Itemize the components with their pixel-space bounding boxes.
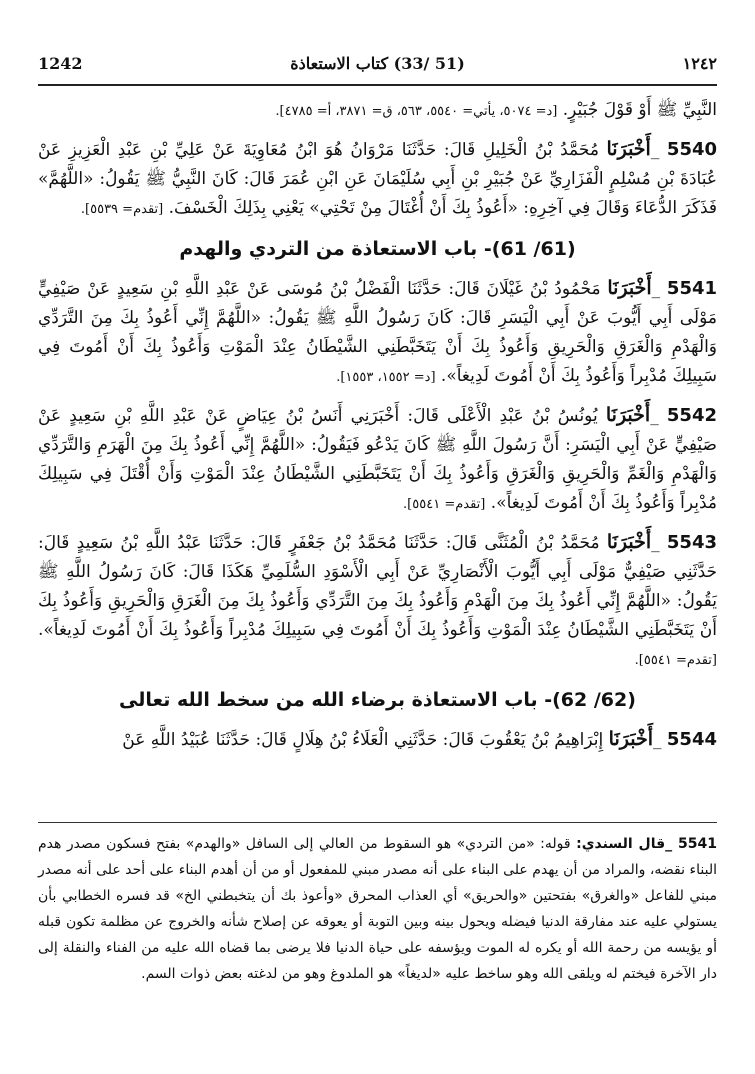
hadith-paragraph: 5542 _أَخْبَرَنَا يُونُسُ بْنُ عَبْدِ الْأَعْلَى قَالَ: أَخْبَرَنِي أَنَسُ بْنُ عِيَاضٍ عَنْ عَبْدِ اللَّهِ بْنِ سَعِيدٍ عَنْ صَيْفِيٍّ عَنْ أَبِي الْيَسَرِ: أَنَّ رَسُولَ اللَّهِ ﷺ كَانَ يَدْعُو فَيَقُولُ: «اللَّهُمَّ إِنِّي أَعُوذُ بِكَ مِنَ الْهَرَمِ وَالتَّرَدِّي وَالْهَدْمِ وَالْغَمِّ وَالْحَرِيقِ وَالْغَرَقِ وَأَعُوذُ بِكَ أَنْ يَتَخَبَّطَنِي الشَّيْطَانُ عِنْدَ الْمَوْتِ وَأَنْ أُقْتَلَ فِي سَبِيلِكَ مُدْبِراً وَأَعُوذُ بِكَ أَنْ أَمُوتَ لَدِيغاً». [تقدم= ٥٥٤١]. — [38, 404, 717, 513]
hadith-text: يُونُسُ بْنُ عَبْدِ الْأَعْلَى قَالَ: أَخْبَرَنِي أَنَسُ بْنُ عِيَاضٍ عَنْ عَبْدِ اللَّهِ بْنِ سَعِيدٍ عَنْ صَيْفِيٍّ عَنْ أَبِي الْيَسَرِ: أَنَّ رَسُولَ اللَّهِ ﷺ كَانَ يَدْعُو فَيَقُولُ: «اللَّهُمَّ إِنِّي أَعُوذُ بِكَ مِنَ الْهَرَمِ وَالتَّرَدِّي وَالْهَدْمِ وَالْغَمِّ وَالْحَرِيقِ وَالْغَرَقِ وَأَعُوذُ بِكَ أَنْ يَتَخَبَّطَنِي الشَّيْطَانُ عِنْدَ الْمَوْتِ وَأَنْ أُقْتَلَ فِي سَبِيلِكَ مُدْبِراً وَأَعُوذُ بِكَ أَنْ أَمُوتَ لَدِيغاً». — [38, 406, 717, 513]
main-text — [38, 96, 717, 755]
hadith-number: 5542 — [666, 405, 717, 426]
narration-keyword: أَخْبَرَنَا — [608, 728, 653, 750]
hadith-number: 5540 — [666, 139, 718, 160]
chapter-heading: (61/ 61)- باب الاستعاذة من التردي والهدم — [179, 238, 576, 260]
hadith-paragraph: 5540 _أَخْبَرَنَا مُحَمَّدُ بْنُ الْخَلِيلِ قَالَ: حَدَّثَنَا مَرْوَانُ هُوَ ابْنُ مُعَاوِيَةَ عَنْ عَلِيِّ بْنِ عَبْدِ الْعَزِيزِ عَنْ عُبَادَةَ بْنِ مُسْلِمٍ الْفَزَارِيِّ عَنْ جُبَيْرِ بْنِ أَبِي سُلَيْمَانَ عَنِ ابْنِ عُمَرَ قَالَ: كَانَ النَّبِيُّ ﷺ يَقُولُ: «اللَّهُمَّ» فَذَكَرَ الدُّعَاءَ وَقَالَ فِي آخِرِهِ: «أَعُوذُ بِكَ أَنْ أُغْتَالَ مِنْ تَحْتِي» يَعْنِي بِذَلِكَ الْخَسْفَ. [تقدم= ٥٥٣٩]. — [38, 138, 718, 218]
chapter-heading: (62/ 62)- باب الاستعاذة برضاء الله من سخط الله تعالى — [119, 689, 636, 711]
footnote-label: 5541 _قال السندي: — [576, 836, 718, 852]
hadith-text: مُحَمَّدُ بْنُ الْمُثَنَّى قَالَ: حَدَّثَنَا مُحَمَّدُ بْنُ جَعْفَرٍ قَالَ: حَدَّثَنَا عَبْدُ اللَّهِ بْنُ سَعِيدٍ قَالَ: حَدَّثَنِي صَيْفِيٌّ مَوْلَى أَبِي أَيُّوبَ الْأَنْصَارِيِّ عَنْ أَبِي الْأَسْوَدِ السُّلَمِيِّ هَكَذَا قَالَ: كَانَ رَسُولُ اللَّهِ ﷺ يَقُولُ: «اللَّهُمَّ إِنِّي أَعُوذُ بِكَ مِنَ الْهَدْمِ وَأَعُوذُ بِكَ مِنَ التَّرَدِّي وَأَعُوذُ بِكَ مِنَ الْغَرَقِ وَالْحَرِيقِ وَأَعُوذُ بِكَ أَنْ يَتَخَبَّطَنِي الشَّيْطَانُ عِنْدَ الْمَوْتِ وَأَعُوذُ بِكَ أَنْ أَمُوتَ فِي سَبِيلِكَ مُدْبِراً وَأَعُوذُ بِكَ أَنْ أَمُوتَ لَدِيغاً». — [38, 533, 717, 640]
cross-reference: [د= ١٥٥٢، ١٥٥٣]. — [336, 370, 436, 385]
hadith-number: 5543 — [666, 532, 718, 553]
narration-keyword: أَخْبَرَنَا — [605, 404, 651, 426]
hadith-text: مَحْمُودُ بْنُ غَيْلَانَ قَالَ: حَدَّثَنَا الْفَضْلُ بْنُ مُوسَى عَنْ عَبْدِ اللَّهِ بْنِ سَعِيدٍ عَنْ صَيْفِيٍّ مَوْلَى أَبِي أَيُّوبَ عَنْ أَبِي الْيَسَرِ قَالَ: كَانَ رَسُولُ اللَّهِ ﷺ يَقُولُ: «اللَّهُمَّ إِنِّي أَعُوذُ بِكَ مِنَ التَّرَدِّي وَالْهَدْمِ وَالْغَرَقِ وَالْحَرِيقِ وَأَعُوذُ بِكَ أَنْ يَتَخَبَّطَنِي الشَّيْطَانُ عِنْدَ الْمَوْتِ وَأَعُوذُ بِكَ أَنْ أَمُوتَ فِي سَبِيلِكَ مُدْبِراً وَأَعُوذُ بِكَ أَنْ أَمُوتَ لَدِيغاً». — [38, 279, 717, 386]
cross-reference: [تقدم= ٥٥٤١]. — [403, 497, 486, 512]
cross-reference: [د= ٥٠٧٤، يأتي= ٥٥٤٠، ٥٦٣، ق= ٣٨٧١، أ= ٤٧٨٥]. — [275, 104, 558, 119]
narration-keyword: أَخْبَرَنَا — [606, 138, 651, 160]
cross-reference: [تقدم= ٥٥٤١]. — [634, 653, 717, 668]
text-paragraph — [38, 96, 717, 126]
narration-keyword: أَخْبَرَنَا — [607, 277, 652, 299]
hadith-paragraph: 5541 _أَخْبَرَنَا مَحْمُودُ بْنُ غَيْلَانَ قَالَ: حَدَّثَنَا الْفَضْلُ بْنُ مُوسَى عَنْ عَبْدِ اللَّهِ بْنِ سَعِيدٍ عَنْ صَيْفِيٍّ مَوْلَى أَبِي أَيُّوبَ عَنْ أَبِي الْيَسَرِ قَالَ: كَانَ رَسُولُ اللَّهِ ﷺ يَقُولُ: «اللَّهُمَّ إِنِّي أَعُوذُ بِكَ مِنَ التَّرَدِّي وَالْهَدْمِ وَالْغَرَقِ وَالْحَرِيقِ وَأَعُوذُ بِكَ أَنْ يَتَخَبَّطَنِي الشَّيْطَانُ عِنْدَ الْمَوْتِ وَأَعُوذُ بِكَ أَنْ أَمُوتَ فِي سَبِيلِكَ مُدْبِراً وَأَعُوذُ بِكَ أَنْ أَمُوتَ لَدِيغاً». [د= ١٥٥٢، ١٥٥٣]. — [38, 277, 718, 386]
hadith-text: النَّبِيِّ ﷺ أَوْ قَوْلَ جُبَيْرٍ. — [562, 100, 717, 120]
hadith-paragraph: 5544 _أَخْبَرَنَا إِبْرَاهِيمُ بْنُ يَعْقُوبَ قَالَ: حَدَّثَنِي الْعَلَاءُ بْنُ هِلَالٍ قَالَ: حَدَّثَنَا عُبَيْدُ اللَّهِ عَنْ — [122, 728, 717, 750]
chapter-title: (51 /33) كتاب الاستعاذة — [290, 54, 465, 73]
hadith-number: 5541 — [666, 278, 718, 299]
footnote — [38, 822, 717, 987]
hadith-number: 5544 — [666, 729, 717, 750]
hadith-text: إِبْرَاهِيمُ بْنُ يَعْقُوبَ قَالَ: حَدَّثَنِي الْعَلَاءُ بْنُ هِلَالٍ قَالَ: حَدَّثَنَا عُبَيْدُ اللَّهِ عَنْ — [122, 730, 604, 750]
footnote-text: قوله: «من التردي» هو السقوط من العالي إلى السافل «والهدم» بفتح فسكون مصدر هدم البناء نقضه، والمراد من أن يهدم على البناء على أنه مصدر مبني للمفعول أو من أن أهدم البناء على أحد على أنه مصدر مبني للفاعل «والغرق» بفتحتين «والحريق» أي العذاب المحرق «وأعوذ بك أن يتخبطني الخ» قد فسره الخطابي بأن يستولي عليه عند مفارقة الدنيا فيضله ويحول بينه وبين التوبة أو يعوقه عن إصلاح شأنه والخروج عن مظلمة تكون قبله أو يؤيسه من رحمة الله أو يكره له الموت ويؤسفه على حياة الدنيا فلا يرضى بما قضاه الله عليه من الفناء والنقلة إلى دار الآخرة فيختم له ويلقى الله وهو ساخط عليه «لديغاً» هو الملدوغ وهو من لدغته بعض ذوات السم. — [38, 836, 717, 982]
cross-reference: [تقدم= ٥٥٣٩]. — [80, 202, 164, 217]
narration-keyword: أَخْبَرَنَا — [606, 531, 652, 553]
hadith-paragraph: 5543 _أَخْبَرَنَا مُحَمَّدُ بْنُ الْمُثَنَّى قَالَ: حَدَّثَنَا مُحَمَّدُ بْنُ جَعْفَرٍ قَالَ: حَدَّثَنَا عَبْدُ اللَّهِ بْنُ سَعِيدٍ قَالَ: حَدَّثَنِي صَيْفِيٌّ مَوْلَى أَبِي أَيُّوبَ الْأَنْصَارِيِّ عَنْ أَبِي الْأَسْوَدِ السُّلَمِيِّ هَكَذَا قَالَ: كَانَ رَسُولُ اللَّهِ ﷺ يَقُولُ: «اللَّهُمَّ إِنِّي أَعُوذُ بِكَ مِنَ الْهَدْمِ وَأَعُوذُ بِكَ مِنَ التَّرَدِّي وَأَعُوذُ بِكَ مِنَ الْغَرَقِ وَالْحَرِيقِ وَأَعُوذُ بِكَ أَنْ يَتَخَبَّطَنِي الشَّيْطَانُ عِنْدَ الْمَوْتِ وَأَعُوذُ بِكَ أَنْ أَمُوتَ فِي سَبِيلِكَ مُدْبِراً وَأَعُوذُ بِكَ أَنْ أَمُوتَ لَدِيغاً». [تقدم= ٥٥٤١]. — [38, 531, 718, 668]
page-number-arabic: ١٢٤٢ — [682, 54, 717, 73]
page-header — [38, 44, 717, 86]
hadith-text: مُحَمَّدُ بْنُ الْخَلِيلِ قَالَ: حَدَّثَنَا مَرْوَانُ هُوَ ابْنُ مُعَاوِيَةَ عَنْ عَلِيِّ بْنِ عَبْدِ الْعَزِيزِ عَنْ عُبَادَةَ بْنِ مُسْلِمٍ الْفَزَارِيِّ عَنْ جُبَيْرِ بْنِ أَبِي سُلَيْمَانَ عَنِ ابْنِ عُمَرَ قَالَ: كَانَ النَّبِيُّ ﷺ يَقُولُ: «اللَّهُمَّ» فَذَكَرَ الدُّعَاءَ وَقَالَ فِي آخِرِهِ: «أَعُوذُ بِكَ أَنْ أُغْتَالَ مِنْ تَحْتِي» يَعْنِي بِذَلِكَ الْخَسْفَ. — [38, 140, 717, 218]
page-number-latin: 1242 — [38, 54, 83, 73]
